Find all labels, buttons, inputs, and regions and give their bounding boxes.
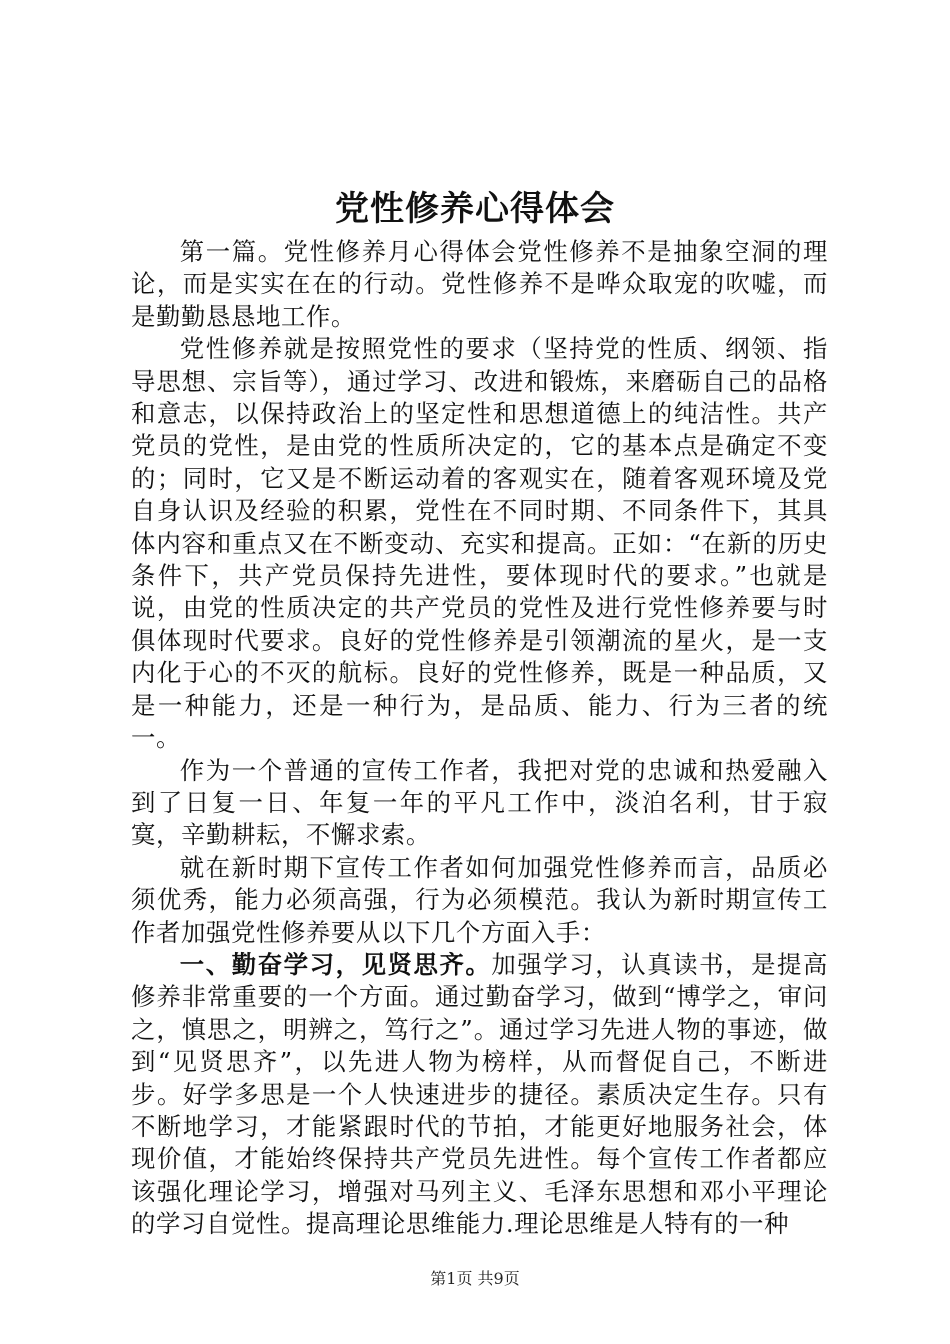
paragraph-3-text: 作为一个普通的宣传工作者，我把对党的忠诚和热爱融入到了日复一日、年复一年的平凡工作中，淡泊名利，甘于寂寞，辛勤耕耘，不懈求索。	[131, 755, 828, 850]
paragraph-2-text: 党性修养就是按照党性的要求（坚持党的性质、纲领、指导思想、宗旨等），通过学习、改进和锻炼，来磨砺自己的品格和意志，以保持政治上的坚定性和思想道德上的纯洁性。共产党员的党性，是由党的性质所决定的，它的基本点是确定不变的；同时，它又是不断运动着的客观实在，随着客观环境及党自身认识及经验的积累，党性在不同时期、不同条件下，其具体内容和重点又在不断变动、充实和提高。正如：“在新的历史条件下，共产党员保持先进性，要体现时代的要求。”也就是说，由党的性质决定的共产党员的党性及进行党性修养要与时俱体现时代要求。良好的党性修养是引领潮流的星火，是一支内化于心的不灭的航标。良好的党性修养，既是一种品质，又是一种能力，还是一种行为，是品质、能力、行为三者的统一。	[131, 334, 828, 753]
section-heading: 一、勤奋学习，见贤思齐。	[179, 949, 492, 979]
paragraph-1-text: 第一篇。党性修养月心得体会党性修养不是抽象空洞的理论，而是实实在在的行动。党性修养不是哗众取宠的吹嘘，而是勤勤恳恳地工作。	[131, 237, 828, 331]
document-body	[131, 236, 828, 1241]
paragraph-5	[131, 949, 828, 1241]
paragraph-5-text: 加强学习，认真读书，是提高修养非常重要的一个方面。通过勤奋学习，做到“博学之，审问之，慎思之，明辨之，笃行之”。通过学习先进人物的事迹，做到“见贤思齐”，以先进人物为榜样，从而督促自己，不断进步。好学多思是一个人快速进步的捷径。素质决定生存。只有不断地学习，才能紧跟时代的节拍，才能更好地服务社会，体现价值，才能始终保持共产党员先进性。每个宣传工作者都应该强化理论学习，增强对马列主义、毛泽东思想和邓小平理论的学习自觉性。提高理论思维能力.理论思维是人特有的一种	[131, 949, 828, 1239]
paragraph-4	[131, 852, 828, 949]
paragraph-2	[131, 333, 828, 754]
paragraph-1	[131, 236, 828, 333]
paragraph-3	[131, 755, 828, 852]
document-title: 党性修养心得体会	[335, 189, 615, 229]
page-footer: 第1页 共9页	[430, 1269, 520, 1288]
paragraph-4-text: 就在新时期下宣传工作者如何加强党性修养而言，品质必须优秀，能力必须高强，行为必须模范。我认为新时期宣传工作者加强党性修养要从以下几个方面入手：	[131, 852, 828, 947]
